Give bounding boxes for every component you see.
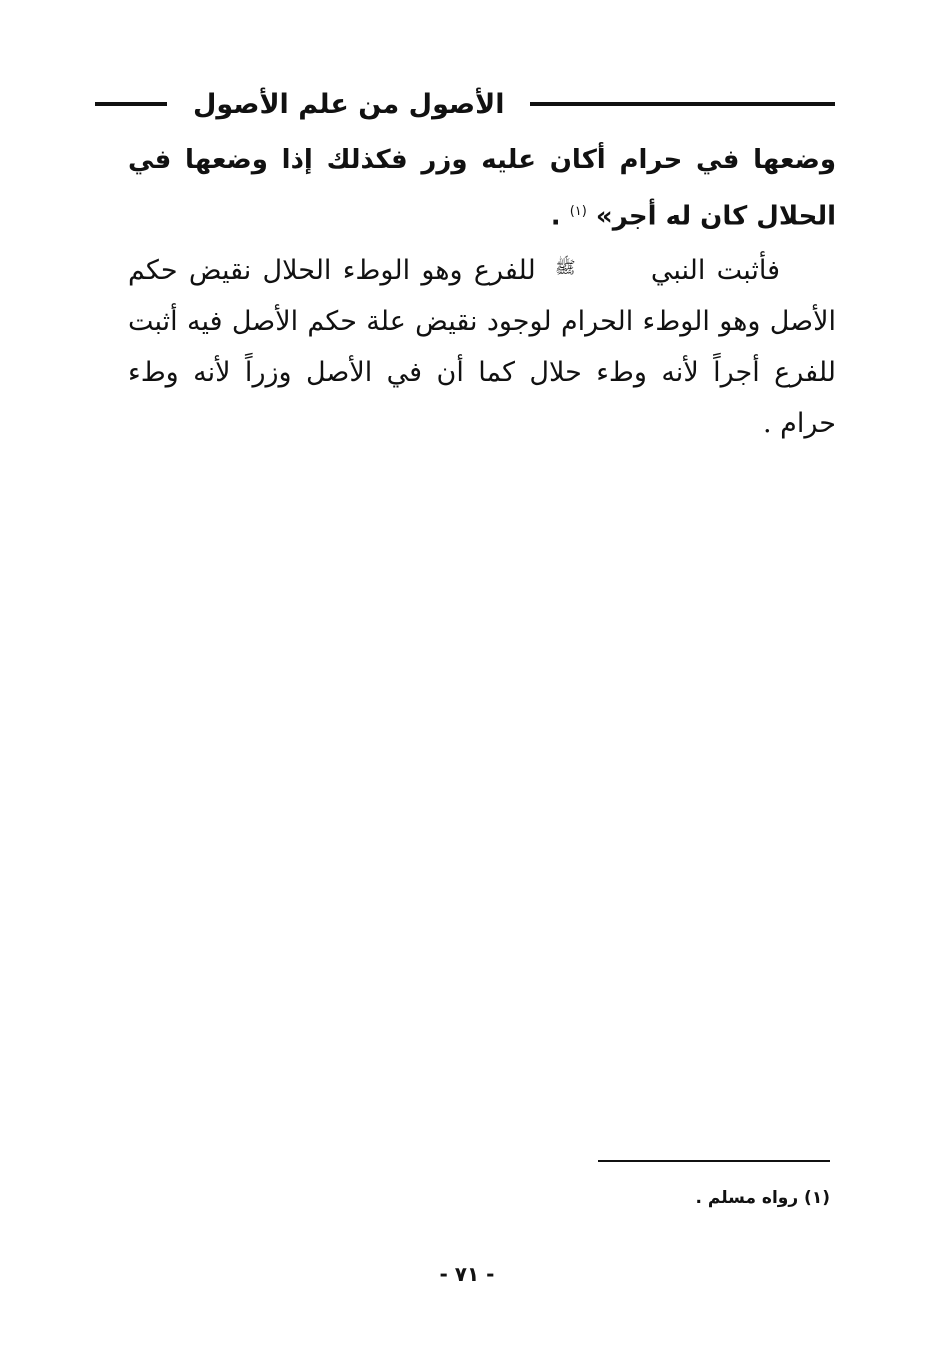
header-rule-left	[95, 102, 167, 106]
footnote-separator	[598, 1160, 830, 1162]
page-number: - ٧١ -	[439, 1262, 495, 1286]
footnote-reference: (١)	[569, 204, 587, 219]
body-text	[128, 135, 836, 449]
running-header	[95, 82, 835, 126]
header-title: الأصول من علم الأصول	[193, 88, 505, 120]
footnote: (١) رواه مسلم .	[695, 1188, 830, 1208]
paragraph-part-2: للفرع وهو الوطء الحلال نقيض حكم الأصل وهو الوطء الحرام لوجود نقيض علة حكم الأصل فيه أثبت للفرع أجراً لأنه وطء حلال كما أن في الأصل وزراً لأنه وطء حرام .	[128, 254, 836, 439]
header-rule-right	[530, 102, 835, 106]
quote-end: .	[550, 201, 570, 232]
honorific-glyph: ﷺ	[555, 257, 576, 278]
main-paragraph	[128, 243, 836, 449]
quote-text: وضعها في حرام أكان عليه وزر فكذلك إذا وضعها في الحلال كان له أجر»	[128, 145, 836, 232]
paragraph-part-1: فأثبت النبي	[650, 254, 780, 286]
quote-continuation	[128, 135, 836, 243]
